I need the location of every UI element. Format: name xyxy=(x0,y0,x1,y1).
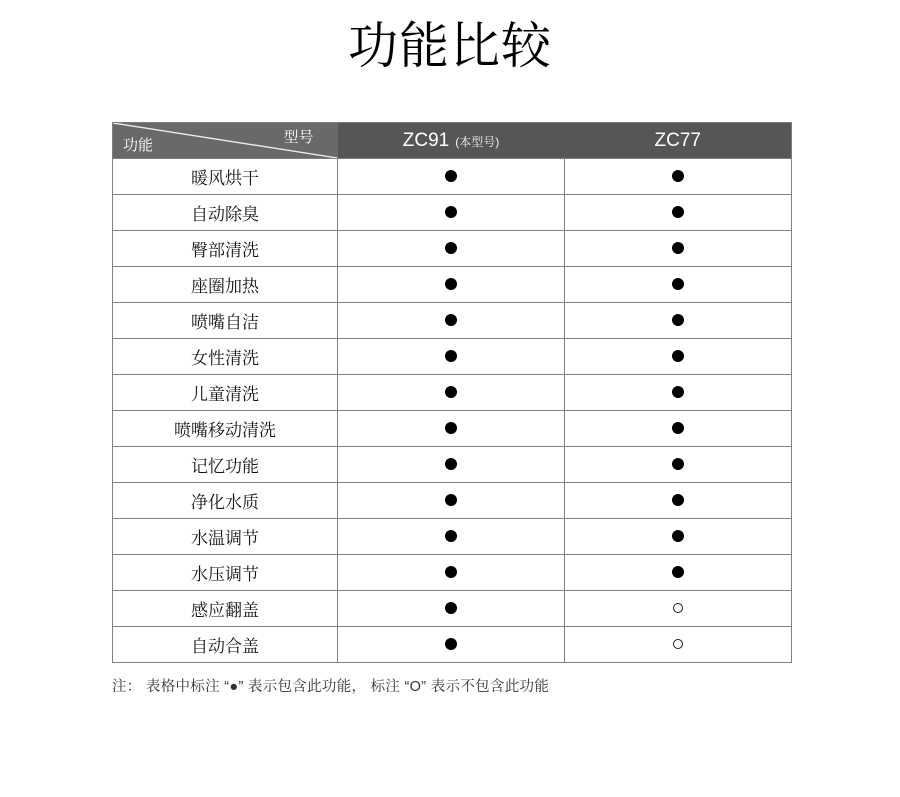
feature-label: 记忆功能 xyxy=(113,447,338,483)
legend-footnote: 注： 表格中标注 “●” 表示包含此功能， 标注 “O” 表示不包含此功能 xyxy=(112,679,550,695)
feature-included-dot-icon xyxy=(672,566,684,578)
feature-included-dot-icon xyxy=(445,170,457,182)
table-row xyxy=(113,483,792,519)
table-row xyxy=(113,267,792,303)
table-row xyxy=(113,591,792,627)
feature-included-dot-icon xyxy=(672,422,684,434)
zc77-symbol-cell xyxy=(565,627,792,663)
zc77-symbol-cell xyxy=(565,267,792,303)
feature-included-dot-icon xyxy=(445,350,457,362)
table-row xyxy=(113,447,792,483)
feature-included-dot-icon xyxy=(445,278,457,290)
table-row xyxy=(113,519,792,555)
zc91-symbol-cell xyxy=(338,483,565,519)
zc91-symbol-cell xyxy=(338,267,565,303)
feature-label: 女性清洗 xyxy=(113,339,338,375)
model-name-zc91: ZC91 xyxy=(402,129,450,151)
feature-label: 座圈加热 xyxy=(113,267,338,303)
feature-included-dot-icon xyxy=(672,458,684,470)
feature-included-dot-icon xyxy=(672,350,684,362)
zc77-symbol-cell xyxy=(565,339,792,375)
zc91-symbol-cell xyxy=(338,627,565,663)
feature-included-dot-icon xyxy=(445,602,457,614)
feature-label: 自动合盖 xyxy=(113,627,338,663)
zc77-symbol-cell xyxy=(565,483,792,519)
column-header-zc91 xyxy=(338,123,565,159)
zc91-symbol-cell xyxy=(338,159,565,195)
column-header-zc77 xyxy=(565,123,792,159)
feature-label: 喷嘴移动清洗 xyxy=(113,411,338,447)
feature-label: 喷嘴自洁 xyxy=(113,303,338,339)
zc77-symbol-cell xyxy=(565,231,792,267)
feature-included-dot-icon xyxy=(445,422,457,434)
feature-included-dot-icon xyxy=(445,494,457,506)
feature-comparison-table xyxy=(112,122,792,663)
feature-included-dot-icon xyxy=(445,206,457,218)
feature-label: 水温调节 xyxy=(113,519,338,555)
header-row xyxy=(113,123,792,159)
model-name-zc77: ZC77 xyxy=(654,129,701,151)
feature-included-dot-icon xyxy=(672,530,684,542)
page-title: 功能比较 xyxy=(348,18,552,74)
feature-included-dot-icon xyxy=(445,566,457,578)
zc91-symbol-cell xyxy=(338,231,565,267)
table-row xyxy=(113,231,792,267)
comparison-table-container xyxy=(112,122,791,663)
feature-label: 感应翻盖 xyxy=(113,591,338,627)
zc77-symbol-cell xyxy=(565,159,792,195)
zc91-symbol-cell xyxy=(338,411,565,447)
zc77-symbol-cell xyxy=(565,303,792,339)
feature-included-dot-icon xyxy=(672,494,684,506)
zc91-symbol-cell xyxy=(338,555,565,591)
zc91-symbol-cell xyxy=(338,447,565,483)
corner-feature-label: 功能 xyxy=(123,137,154,154)
table-row xyxy=(113,195,792,231)
zc91-symbol-cell xyxy=(338,339,565,375)
table-row xyxy=(113,159,792,195)
zc77-symbol-cell xyxy=(565,411,792,447)
feature-included-dot-icon xyxy=(445,242,457,254)
feature-included-dot-icon xyxy=(445,386,457,398)
zc77-symbol-cell xyxy=(565,555,792,591)
feature-label: 净化水质 xyxy=(113,483,338,519)
feature-label: 自动除臭 xyxy=(113,195,338,231)
zc91-symbol-cell xyxy=(338,591,565,627)
feature-included-dot-icon xyxy=(445,314,457,326)
zc91-symbol-cell xyxy=(338,195,565,231)
zc77-symbol-cell xyxy=(565,375,792,411)
feature-label: 儿童清洗 xyxy=(113,375,338,411)
feature-included-dot-icon xyxy=(672,278,684,290)
feature-label: 暖风烘干 xyxy=(113,159,338,195)
feature-table-body xyxy=(113,159,792,663)
feature-included-dot-icon xyxy=(445,638,457,650)
feature-included-dot-icon xyxy=(672,314,684,326)
table-row xyxy=(113,339,792,375)
table-row xyxy=(113,627,792,663)
table-row xyxy=(113,411,792,447)
table-row xyxy=(113,375,792,411)
table-row xyxy=(113,555,792,591)
zc91-symbol-cell xyxy=(338,519,565,555)
zc91-symbol-cell xyxy=(338,303,565,339)
feature-excluded-circle-icon xyxy=(673,603,683,613)
model-tag-zc91: (本型号) xyxy=(455,134,500,149)
table-row xyxy=(113,303,792,339)
feature-excluded-circle-icon xyxy=(673,639,683,649)
feature-included-dot-icon xyxy=(445,530,457,542)
feature-label: 臀部清洗 xyxy=(113,231,338,267)
corner-model-label: 型号 xyxy=(283,129,314,146)
zc77-symbol-cell xyxy=(565,195,792,231)
feature-included-dot-icon xyxy=(672,386,684,398)
feature-included-dot-icon xyxy=(445,458,457,470)
feature-included-dot-icon xyxy=(672,206,684,218)
feature-included-dot-icon xyxy=(672,242,684,254)
zc77-symbol-cell xyxy=(565,519,792,555)
feature-label: 水压调节 xyxy=(113,555,338,591)
feature-included-dot-icon xyxy=(672,170,684,182)
zc77-symbol-cell xyxy=(565,591,792,627)
zc77-symbol-cell xyxy=(565,447,792,483)
zc91-symbol-cell xyxy=(338,375,565,411)
corner-header-cell xyxy=(113,123,338,159)
